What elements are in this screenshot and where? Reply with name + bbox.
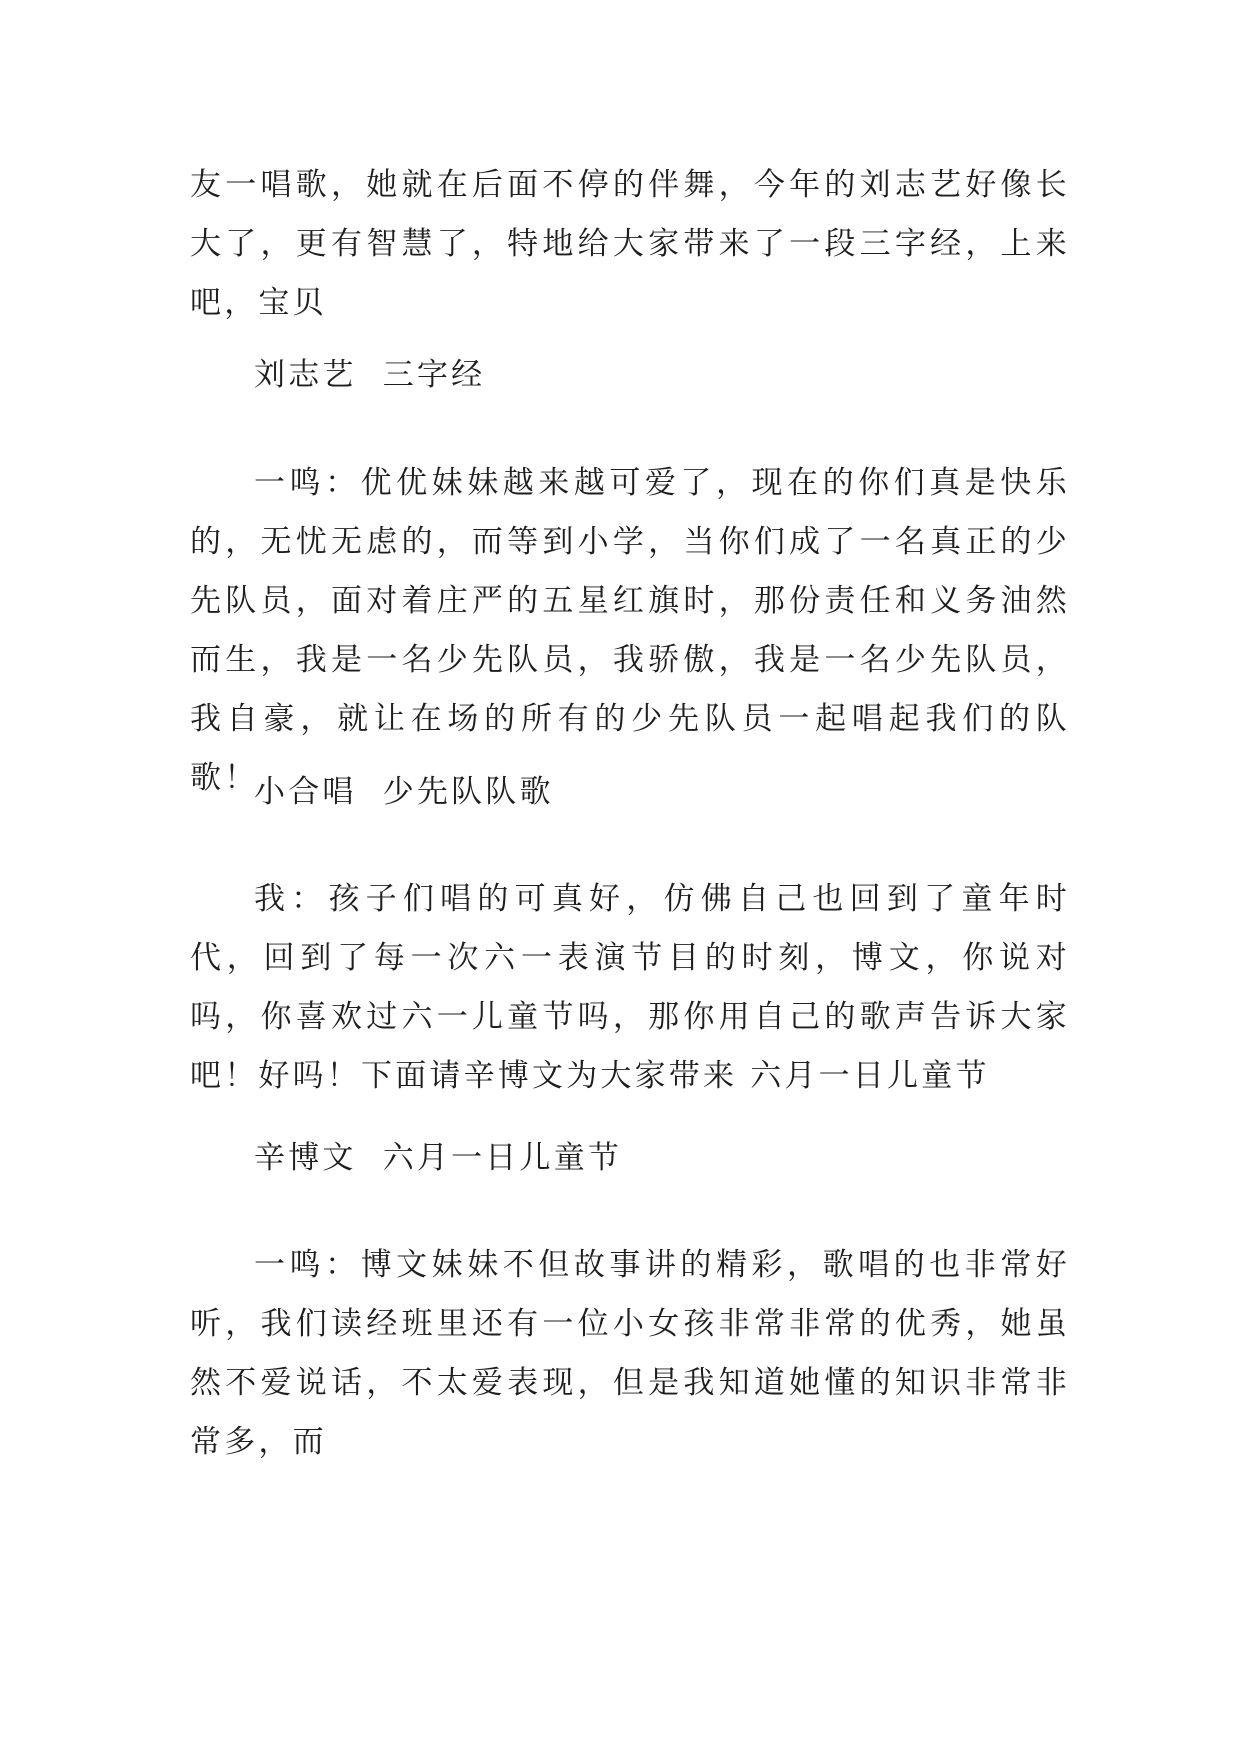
program-item-heading: 刘志艺 三字经 (254, 357, 486, 393)
program-item-heading: 小合唱 少先队队歌 (254, 774, 554, 810)
host-speech-paragraph: 我：孩子们唱的可真好，仿佛自己也回到了童年时代，回到了每一次六一表演节目的时刻，博文，你说对吗，你喜欢过六一儿童节吗，那你用自己的歌声告诉大家吧！好吗！下面请辛博文为大家带来 六月一日儿童节 (190, 881, 1070, 1094)
program-item-heading: 辛博文 六月一日儿童节 (254, 1140, 623, 1176)
host-speech-paragraph: 一鸣：博文妹妹不但故事讲的精彩，歌唱的也非常好听，我们读经班里还有一位小女孩非常非常的优秀，她虽然不爱说话，不太爱表现，但是我知道她懂的知识非常非常多，而 (190, 1247, 1070, 1460)
paragraph-continuation: 友一唱歌，她就在后面不停的伴舞，今年的刘志艺好像长大了，更有智慧了，特地给大家带来了一段三字经，上来吧，宝贝 (190, 167, 1070, 321)
host-speech-paragraph: 一鸣：优优妹妹越来越可爱了，现在的你们真是快乐的，无忧无虑的，而等到小学，当你们成了一名真正的少先队员，面对着庄严的五星红旗时，那份责任和义务油然而生，我是一名少先队员，我骄傲，我是一名少先队员，我自豪，就让在场的所有的少先队员一起唱起我们的队歌！ (190, 465, 1070, 796)
